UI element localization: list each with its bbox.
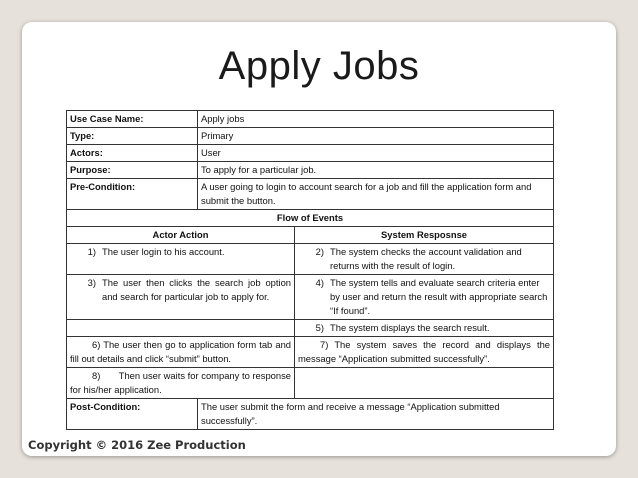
table-row — [67, 368, 554, 399]
actor-step-3 — [67, 275, 295, 320]
system-step-7: 7) The system saves the record and displays the message “Application submitted successfully”. — [295, 337, 554, 368]
step-text: The system tells and evaluate search criteria enter by user and return the result with appropriate search “If found”. — [330, 277, 548, 316]
field-value: To apply for a particular job. — [198, 162, 554, 179]
step-number: 1) — [87, 246, 96, 257]
empty-cell — [67, 320, 295, 337]
field-value: Apply jobs — [198, 111, 554, 128]
field-label: Type: — [67, 128, 198, 145]
step-text: The system checks the account validation and returns with the result of login. — [330, 246, 522, 271]
system-header: System Resposnse — [295, 227, 554, 244]
system-step-2 — [295, 244, 554, 275]
table-row — [67, 111, 554, 128]
table-row — [67, 244, 554, 275]
table-row — [67, 275, 554, 320]
actor-step-6: 6) The user then go to application form tab and fill out details and click “submit” button. — [67, 337, 295, 368]
field-label: Pre-Condition: — [67, 179, 198, 210]
system-step-4 — [295, 275, 554, 320]
field-label: Purpose: — [67, 162, 198, 179]
table-row — [67, 179, 554, 210]
field-value: A user going to login to account search for a job and fill the application form and submit the button. — [198, 179, 554, 210]
table-row — [67, 145, 554, 162]
post-condition-value: The user submit the form and receive a message “Application submitted successfully”. — [198, 399, 554, 430]
actor-header: Actor Action — [67, 227, 295, 244]
empty-cell — [295, 368, 554, 399]
actor-step-8: 8) Then user waits for company to response for his/her application. — [67, 368, 295, 399]
actor-step-1 — [67, 244, 295, 275]
step-text: The user then clicks the search job option and search for particular job to apply for. — [102, 277, 291, 302]
step-number: 5) — [315, 322, 324, 333]
step-number: 2) — [315, 246, 324, 257]
system-step-5 — [295, 320, 554, 337]
field-value: User — [198, 145, 554, 162]
table-row — [67, 162, 554, 179]
table-row — [67, 227, 554, 244]
slide-title: Apply Jobs — [218, 44, 420, 88]
table-row — [67, 399, 554, 430]
field-label: Actors: — [67, 145, 198, 162]
field-value: Primary — [198, 128, 554, 145]
slide — [22, 22, 616, 456]
flow-header: Flow of Events — [67, 210, 554, 227]
table-row — [67, 337, 554, 368]
step-number: 3) — [87, 277, 96, 288]
copyright-footer: Copyright © 2016 Zee Production — [28, 438, 246, 452]
table-row — [67, 210, 554, 227]
step-text: The system displays the search result. — [330, 322, 490, 333]
post-condition-label: Post-Condition: — [67, 399, 198, 430]
table-row — [67, 128, 554, 145]
table-row — [67, 320, 554, 337]
use-case-table — [66, 110, 554, 430]
step-text: The user login to his account. — [102, 246, 225, 257]
step-number: 4) — [315, 277, 324, 288]
field-label: Use Case Name: — [67, 111, 198, 128]
